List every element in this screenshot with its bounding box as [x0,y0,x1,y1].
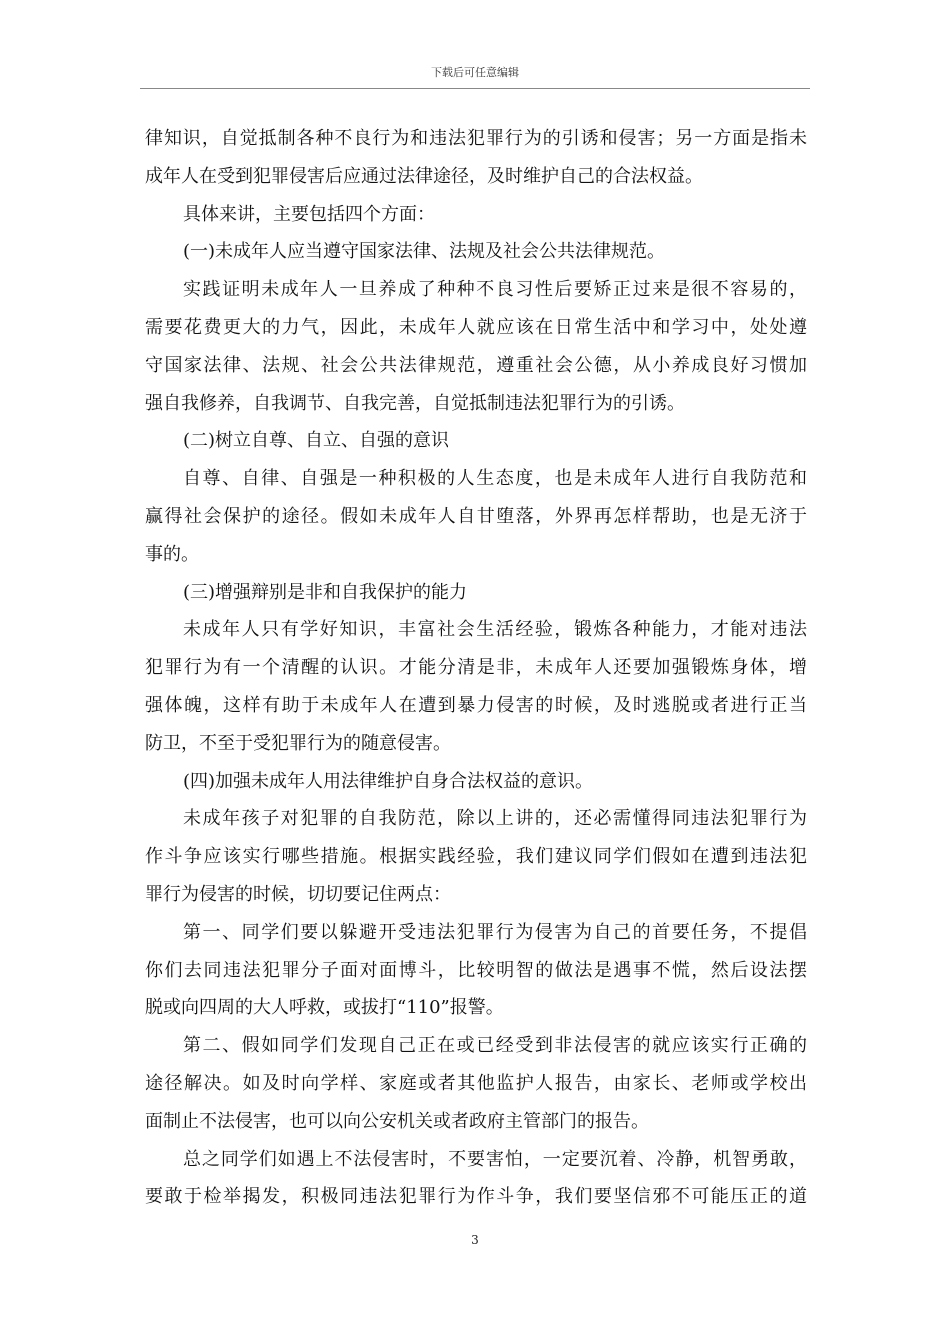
section-heading: (一)未成年人应当遵守国家法律、法规及社会公共法律规范。 [183,241,666,263]
text-line: 强自我修养，自我调节、自我完善，自觉抵制违法犯罪行为的引诱。 [145,392,685,414]
text-line: 要敢于检举揭发，积极同违法犯罪行为作斗争，我们要坚信邪不可能压正的道 [145,1186,807,1208]
text-line: 律知识，自觉抵制各种不良行为和违法犯罪行为的引诱和侵害；另一方面是指未 [145,128,807,149]
text-line: 守国家法律、法规、社会公共法律规范，遵重社会公德，从小养成良好习惯加 [145,354,807,376]
header-divider [140,88,810,89]
text-line: 成年人在受到犯罪侵害后应通过法律途径，及时维护自己的合法权益。 [145,165,703,187]
text-line: 实践证明未成年人一旦养成了种种不良习性后要矫正过来是很不容易的， [183,279,807,301]
text-line: 第二、假如同学们发现自己正在或已经受到非法侵害的就应该实行正确的 [183,1035,807,1057]
text-line: 赢得社会保护的途径。假如未成年人自甘堕落，外界再怎样帮助，也是无济于 [145,505,807,527]
text-line: 总之同学们如遇上不法侵害时，不要害怕，一定要沉着、冷静，机智勇敢， [183,1148,807,1170]
page-number: 3 [471,1233,479,1247]
section-heading: (二)树立自尊、自立、自强的意识 [183,430,450,452]
text-line: 犯罪行为有一个清醒的认识。才能分清是非，未成年人还要加强锻炼身体，增 [145,657,807,679]
section-heading: (四)加强未成年人用法律维护自身合法权益的意识。 [183,770,594,792]
text-line: 未成年人只有学好知识，丰富社会生活经验，锻炼各种能力，才能对违法 [183,619,807,641]
text-line: 需要花费更大的力气，因此，未成年人就应该在日常生活中和学习中，处处遵 [145,316,807,338]
text-line: 事的。 [145,543,199,565]
text-line: 脱或向四周的大人呼救，或拔打“110”报警。 [145,997,504,1019]
page-header: 下载后可任意编辑 [431,66,519,79]
text-line: 途径解决。如及时向学样、家庭或者其他监护人报告，由家长、老师或学校出 [145,1072,807,1094]
text-line: 你们去同违法犯罪分子面对面博斗，比较明智的做法是遇事不慌，然后设法摆 [145,959,807,981]
document-body [145,120,807,1216]
section-heading: (三)增强辩别是非和自我保护的能力 [183,581,468,603]
text-line: 作斗争应该实行哪些措施。根据实践经验，我们建议同学们假如在遭到违法犯 [145,846,807,868]
text-line: 面制止不法侵害，也可以向公安机关或者政府主管部门的报告。 [145,1110,649,1132]
text-line: 第一、同学们要以躲避开受违法犯罪行为侵害为自己的首要任务，不提倡 [183,921,807,943]
text-line: 强体魄，这样有助于未成年人在遭到暴力侵害的时候，及时逃脱或者进行正当 [145,694,807,716]
text-line: 防卫，不至于受犯罪行为的随意侵害。 [145,732,451,754]
text-line: 具体来讲，主要包括四个方面： [183,203,435,225]
text-line: 自尊、自律、自强是一种积极的人生态度，也是未成年人进行自我防范和 [183,468,807,490]
text-line: 未成年孩子对犯罪的自我防范，除以上讲的，还必需懂得同违法犯罪行为 [183,808,807,830]
text-line: 罪行为侵害的时候，切切要记住两点： [145,883,451,905]
